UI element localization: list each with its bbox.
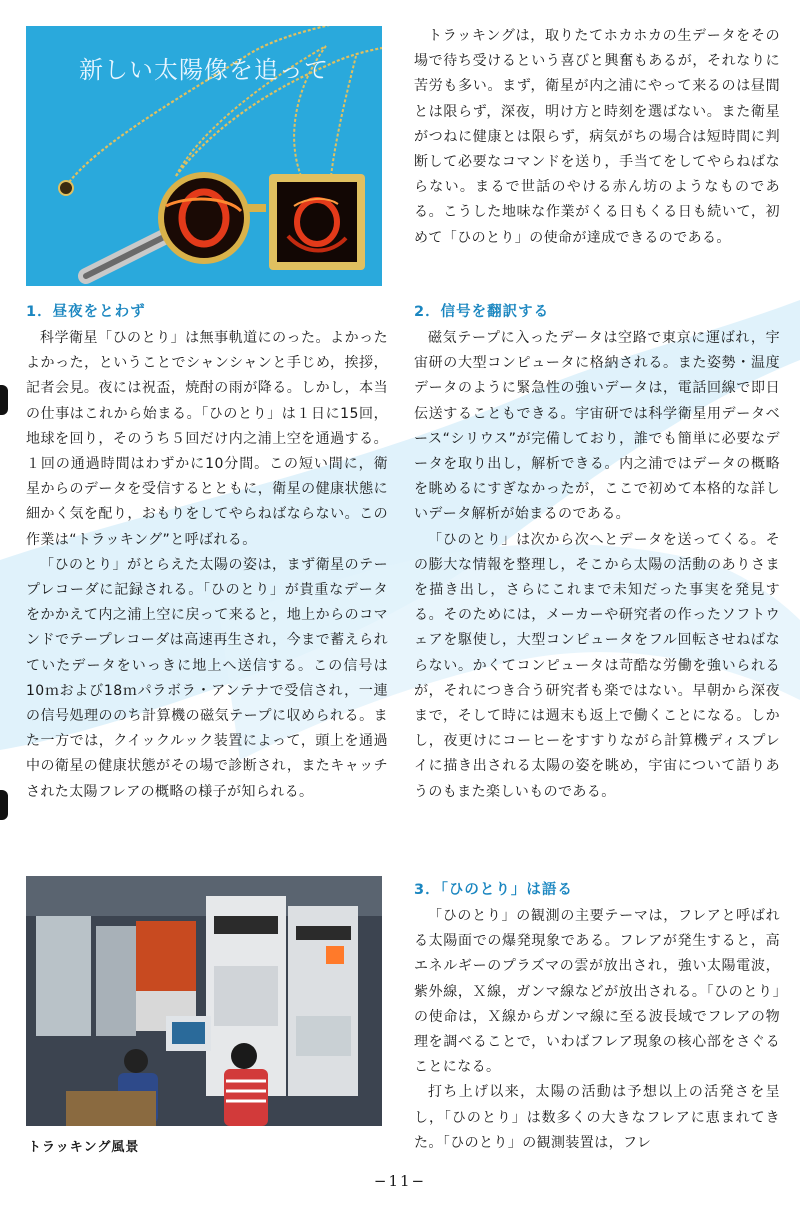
intro-block [414,24,780,251]
photo-title: 新しい太陽像を追って [79,56,329,84]
section-1-paragraph-2: 「ひのとり」がとらえた太陽の姿は，まず衛星のテープレコーダに記録される。「ひのとり」が貴重なデータをかかえて内之浦上空に戻って来ると，地上からのコマンドでテープレコーダは高速再生され，今まで蓄えられていたデータをいっきに地上へ送信する。この信号は10ｍおよび18ｍパラボラ・アンテナで受信され，一連の信号処理ののち計算機の磁気テープに収められる。また一方では，クイックルック装置によって，頭上を通過中の衛星の健康状態がその場で診断され，またキャッチされた太陽フレアの概略の様子が知られる。 [26,556,388,800]
page-number: −11− [373,1172,427,1190]
section-1-paragraph-1: 科学衛星「ひのとり」は無事軌道にのった。よかったよかった，ということでシャンシャンと手じめ，挨拶，記者会見。夜には祝盃，焼酎の雨が降る。しかし，本当の仕事はこれから始まる。「ひのとり」は１日に15回，地球を回り，そのうち５回だけ内之浦上空を通過する。１回の通過時間はわずかに10分間。この短い間に，衛星からのデータを受信するとともに，衛星の健康状態に細かく気を配り，おもりをしてやらねばならない。この作業は“トラッキング”と呼ばれる。 [26,330,388,548]
pendant-photo [26,26,382,286]
tracking-room-photo [26,876,382,1126]
section-3-paragraph-1: 「ひのとり」の観測の主要テーマは，フレアと呼ばれる太陽面での爆発現象である。フレアが発生すると，高エネルギーのプラズマの雲が放出され，強い太陽電波，紫外線，Ｘ線，ガンマ線などが放出される。「ひのとり」の使命は，Ｘ線からガンマ線に至る波長域でフレアの物理を調べることで，いわばフレア現象の核心部をさぐることになる。 [414,908,780,1076]
section-2-paragraph-2: 「ひのとり」は次から次へとデータを送ってくる。その膨大な情報を整理し，そこから太陽の活動のありさまを描き出し，さらにこれまで未知だった事実を発見する。そのためには，メーカーや研究者の作ったソフトウェアを駆使し，大型コンピュータをフル回転させねばならない。かくてコンピュータは苛酷な労働を強いられるが，それにつき合う研究者も楽ではない。早朝から深夜まで，そして時には週末も返上で働くことになる。しかし，夜更けにコーヒーをすすりながら計算機ディスプレイに描き出される太陽の姿を眺め，宇宙について語りあうのもまた楽しいものである。 [414,531,780,800]
binding-hole [0,385,8,415]
section-3-heading: 3．「ひのとり」は語る [414,882,573,898]
binding-hole [0,790,8,820]
section-2-paragraph-1: 磁気テープに入ったデータは空路で東京に運ばれ，宇宙研の大型コンピュータに格納される。また姿勢・温度データのように緊急性の強いデータは，電話回線で即日伝送することもできる。宇宙研では科学衛星用データベース“シリウス”が完備しており，誰でも簡単に必要なデータを取り出し，解析できる。内之浦ではデータの概略を眺めるにすぎなかったが，ここで初めて本格的な詳しいデータ解析が始まるのである。 [414,330,780,523]
section-2-heading: 2．信号を翻訳する [414,304,550,320]
section-1-heading: 1．昼夜をとわず [26,304,146,320]
section-2 [414,302,780,805]
photo-caption: トラッキング風景 [26,1134,147,1157]
section-3-paragraph-2: 打ち上げ以来，太陽の活動は予想以上の活発さを呈し，「ひのとり」は数多くの大きなフレアに恵まれてきた。「ひのとり」の観測装置は，フレ [414,1084,780,1151]
intro-paragraph: トラッキングは，取りたてホカホカの生データをその場で待ち受けるという喜びと興奮もあるが，それなりに苦労も多い。まず，衛星が内之浦にやって来るのは昼間とは限らず，深夜，明け方と時刻を選ばない。また衛星がつねに健康とは限らず，病気がちの場合は短時間に判断して必要なコマンドを送り，手当てをしてやらねばならない。まるで世話のやける赤ん坊のようなものである。こうした地味な作業がくる日もくる日も続いて，初めて「ひのとり」の使命が達成できるのである。 [414,28,780,246]
tracking-room-illustration [26,876,382,1126]
section-1 [26,302,388,805]
section-3 [414,880,780,1156]
